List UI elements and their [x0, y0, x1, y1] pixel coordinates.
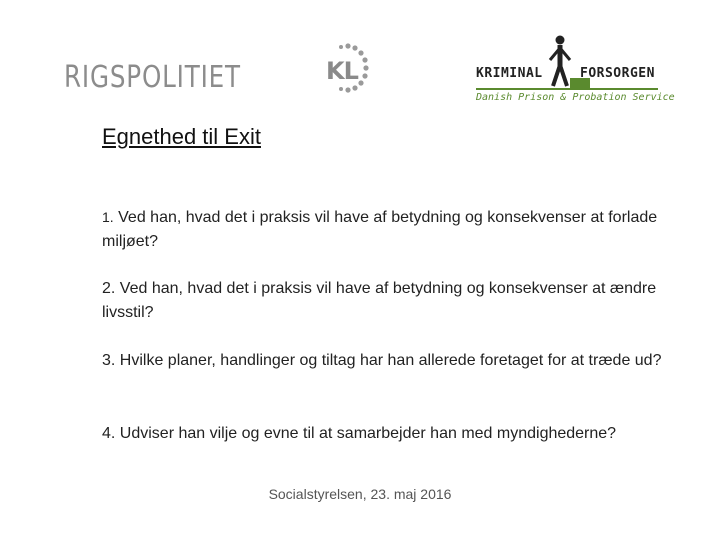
- question-text: Ved han, hvad det i praksis vil have af betydning og konsekvenser at ændre livsstil?: [102, 280, 657, 321]
- question-text: Ved han, hvad det i praksis vil have af betydning og konsekvenser at forlade miljøet?: [102, 209, 658, 250]
- question-text: Udviser han vilje og evne til at samarbejder han med myndighederne?: [119, 425, 617, 442]
- logo-divider-line: [476, 88, 658, 90]
- kl-logo-text: KL: [326, 57, 358, 85]
- question-number: 4.: [102, 425, 116, 442]
- question-4: [102, 422, 692, 446]
- question-3: [102, 349, 692, 373]
- kriminal-text: KRIMINAL: [476, 66, 543, 81]
- slide-title: Egnethed til Exit: [102, 124, 261, 149]
- kriminalforsorgen-logo: [476, 34, 675, 108]
- question-number: 3.: [102, 352, 116, 369]
- question-number: 2.: [102, 280, 116, 297]
- kriminalforsorgen-subtitle: Danish Prison & Probation Service: [476, 92, 675, 103]
- forsorgen-text: FORSORGEN: [580, 66, 655, 81]
- rigspolitiet-logo: RIGSPOLITIET: [64, 60, 241, 95]
- footer-text: Socialstyrelsen, 23. maj 2016: [268, 486, 452, 502]
- question-2: [102, 277, 692, 325]
- question-number: 1.: [102, 209, 114, 225]
- question-1: [102, 205, 692, 254]
- question-text: Hvilke planer, handlinger og tiltag har han allerede foretaget for at træde ud?: [119, 352, 662, 369]
